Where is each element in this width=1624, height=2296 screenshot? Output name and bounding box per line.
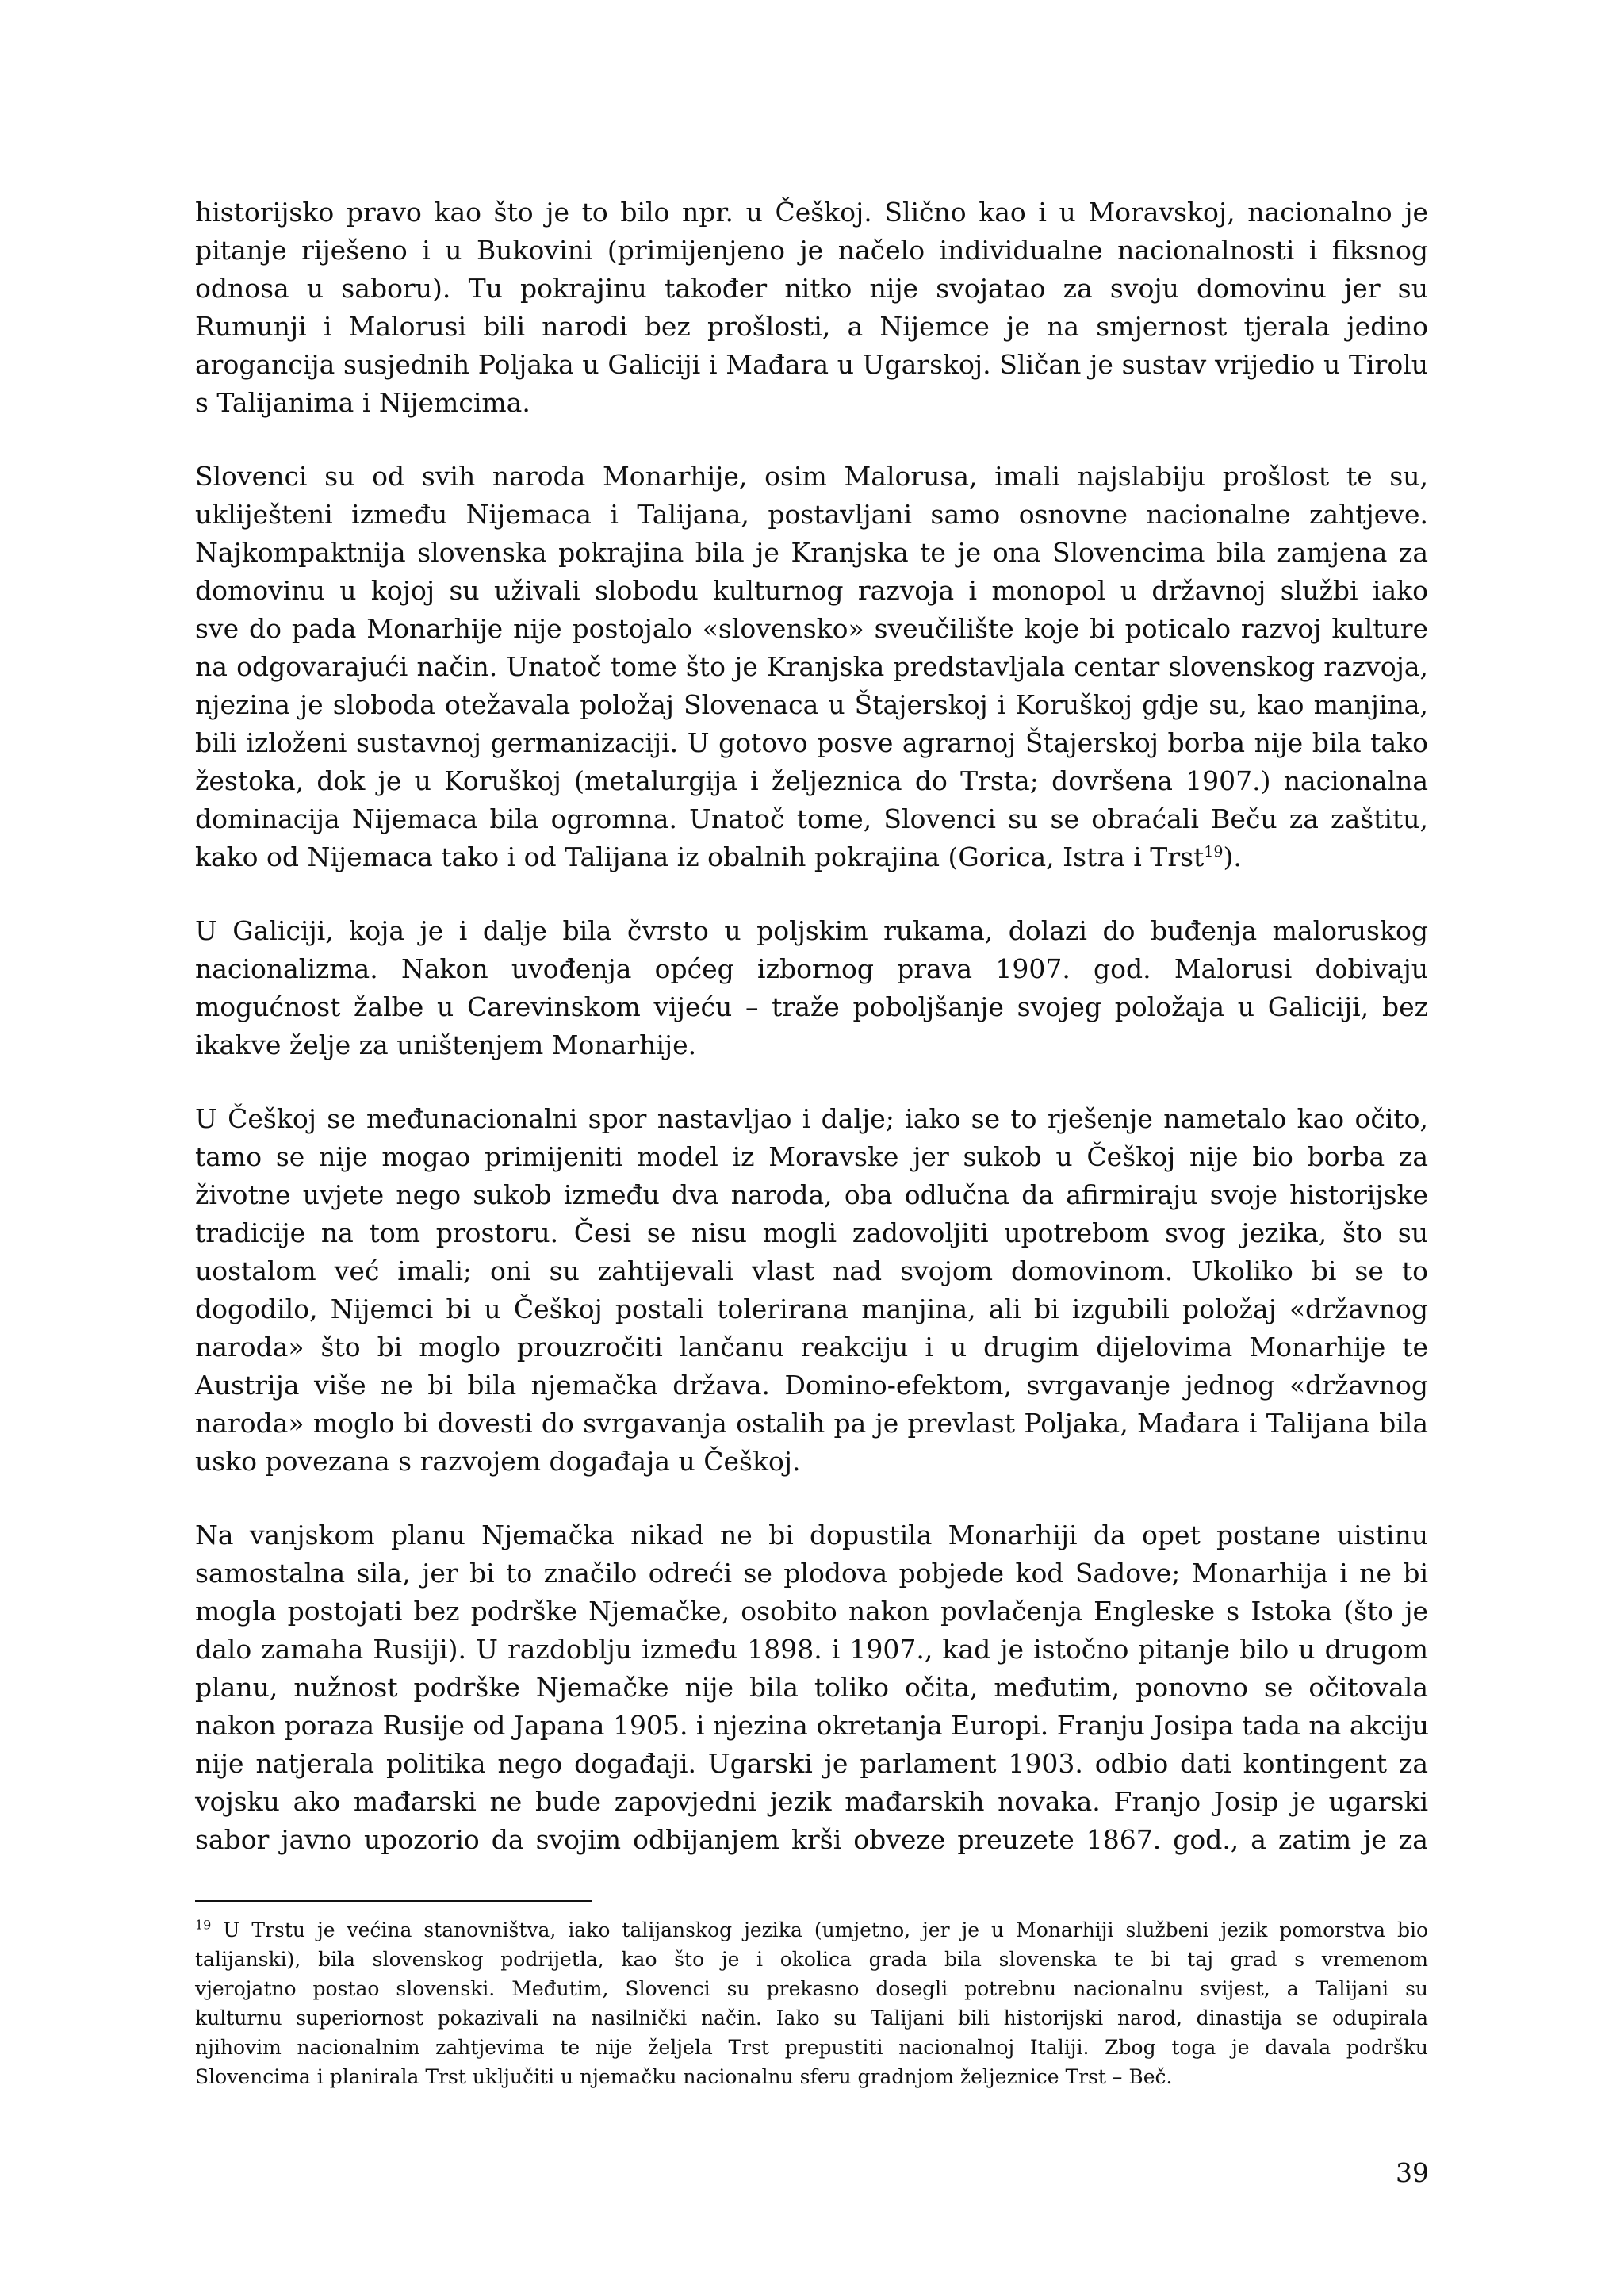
footnote-reference[interactable]: 19 xyxy=(1204,843,1224,861)
text-line: naroda» što bi moglo prouzročiti lančanu reakciju i u drugim dijelovima Monarhije te xyxy=(195,1332,1428,1363)
text-line: ukliješteni između Nijemaca i Talijana, postavljani samo osnovne nacionalne zahtjeve. xyxy=(195,499,1428,530)
text-line: naroda» moglo bi dovesti do svrgavanja ostalih pa je prevlast Poljaka, Mađara i Talijana bila xyxy=(195,1408,1428,1439)
paragraph-5 xyxy=(195,1516,1428,1859)
text-line: sabor javno upozorio da svojim odbijanjem krši obveze preuzete 1867. god., a zatim je za xyxy=(195,1824,1428,1855)
footnote-line: kulturnu superiornost pokazivali na nasilnički način. Iako su Talijani bili historijski narod, dinastija se odupirala xyxy=(195,2007,1428,2030)
text-line: Na vanjskom planu Njemačka nikad ne bi dopustila Monarhiji da opet postane uistinu xyxy=(195,1520,1428,1550)
footnote-line: talijanski), bila slovenskog podrijetla, kao što je i okolica grada bila slovenska te bi taj grad s vremenom xyxy=(195,1948,1428,1971)
text-line: Austrija više ne bi bila njemačka država. Domino-efektom, svrgavanje jednog «državnog xyxy=(195,1370,1428,1401)
text-line: nacionalizma. Nakon uvođenja općeg izbornog prava 1907. god. Malorusi dobivaju xyxy=(195,953,1428,984)
footnote-line: njihovim nacionalnim zahtjevima te nije željela Trst prepustiti nacionalnoj Italiji. Zbog toga je davala podršku xyxy=(195,2036,1428,2059)
footnote-line: Slovencima i planirala Trst uključiti u njemačku nacionalnu sferu gradnjom željeznice Trst – Beč. xyxy=(195,2065,1173,2088)
footnote-line: vjerojatno postao slovenski. Međutim, Slovenci su prekasno dosegli potrebnu nacionalnu svijest, a Talijani su xyxy=(195,1977,1428,2000)
page-number: 39 xyxy=(1396,2157,1429,2188)
text-line: bili izloženi sustavnoj germanizaciji. U gotovo posve agrarnoj Štajerskoj borba nije bila tako xyxy=(195,727,1428,758)
text-line: s Talijanima i Nijemcima. xyxy=(195,387,530,418)
text-line: uostalom već imali; oni su zahtijevali vlast nad svojom domovinom. Ukoliko bi se to xyxy=(195,1255,1428,1286)
text-line: nije natjerala politika nego događaji. Ugarski je parlament 1903. odbio dati kontingent za xyxy=(195,1748,1428,1779)
paragraph-2 xyxy=(195,458,1428,876)
footnote-number: 19 xyxy=(195,1917,212,1933)
paragraph-4 xyxy=(195,1100,1428,1481)
footnote-line-with-number xyxy=(195,1915,1428,1945)
text-line: domovinu u kojoj su uživali slobodu kulturnog razvoja i monopol u državnoj službi iako xyxy=(195,575,1428,606)
text-segment: kako od Nijemaca tako i od Talijana iz obalnih pokrajina (Gorica, Istra i Trst xyxy=(195,841,1205,872)
text-line: Najkompaktnija slovenska pokrajina bila je Kranjska te je ona Slovencima bila zamjena za xyxy=(195,537,1428,568)
text-line: Slovenci su od svih naroda Monarhije, osim Malorusa, imali najslabiju prošlost te su, xyxy=(195,461,1428,492)
text-line: na odgovarajući način. Unatoč tome što je Kranjska predstavljala centar slovenskog razvoja, xyxy=(195,651,1428,682)
text-line: samostalna sila, jer bi to značilo odreći se plodova pobjede kod Sadove; Monarhija i ne bi xyxy=(195,1558,1428,1589)
text-line: životne uvjete nego sukob između dva naroda, oba odlučna da afirmiraju svoje historijske xyxy=(195,1179,1428,1210)
text-line: dominacija Nijemaca bila ogromna. Unatoč tome, Slovenci su se obraćali Beču za zaštitu, xyxy=(195,803,1428,834)
text-line: U Češkoj se međunacionalni spor nastavljao i dalje; iako se to rješenje nametalo kao očito, xyxy=(195,1103,1428,1134)
text-line: odnosa u saboru). Tu pokrajinu također nitko nije svojatao za svoju domovinu jer su xyxy=(195,273,1428,304)
text-line: dalo zamaha Rusiji). U razdoblju između 1898. i 1907., kad je istočno pitanje bilo u drugom xyxy=(195,1634,1428,1665)
text-segment: U Trstu je većina stanovništva, iako talijanskog jezika (umjetno, jer je u Monarhiji službeni jezik pomorstva bio xyxy=(211,1918,1428,1941)
text-line-with-footnote xyxy=(195,838,1428,876)
paragraph-3 xyxy=(195,912,1428,1064)
text-line: U Galiciji, koja je i dalje bila čvrsto u poljskim rukama, dolazi do buđenja maloruskog xyxy=(195,915,1428,946)
text-line: pitanje riješeno i u Bukovini (primijenjeno je načelo individualne nacionalnosti i fiksnog xyxy=(195,235,1428,266)
text-segment: ). xyxy=(1223,841,1242,872)
text-line: usko povezana s razvojem događaja u Češkoj. xyxy=(195,1446,801,1477)
text-line: njezina je sloboda otežavala položaj Slovenaca u Štajerskoj i Koruškoj gdje su, kao manjina, xyxy=(195,689,1428,720)
text-line: mogućnost žalbe u Carevinskom vijeću – traže poboljšanje svojeg položaja u Galiciji, bez xyxy=(195,991,1428,1022)
text-line: planu, nužnost podrške Njemačke nije bila toliko očita, međutim, ponovno se očitovala xyxy=(195,1672,1428,1703)
footnote-divider xyxy=(195,1900,592,1902)
text-line: dogodilo, Nijemci bi u Češkoj postali tolerirana manjina, ali bi izgubili položaj «državnog xyxy=(195,1294,1428,1324)
body-text xyxy=(195,194,1428,1895)
text-line: nakon poraza Rusije od Japana 1905. i njezina okretanja Europi. Franju Josipa tada na akciju xyxy=(195,1710,1430,1741)
paragraph-1 xyxy=(195,194,1428,422)
text-line: vojsku ako mađarski ne bude zapovjedni jezik mađarskih novaka. Franjo Josip je ugarski xyxy=(195,1786,1428,1817)
text-line: sve do pada Monarhije nije postojalo «slovensko» sveučilište koje bi poticalo razvoj kulture xyxy=(195,613,1428,644)
text-line: historijsko pravo kao što je to bilo npr. u Češkoj. Slično kao i u Moravskoj, nacionalno je xyxy=(195,197,1428,228)
text-line: arogancija susjednih Poljaka u Galiciji i Mađara u Ugarskoj. Sličan je sustav vrijedio u Tirolu xyxy=(195,349,1428,380)
text-line: ikakve želje za uništenjem Monarhije. xyxy=(195,1029,697,1060)
footnote-19 xyxy=(195,1915,1428,2091)
text-line: mogla postojati bez podrške Njemačke, osobito nakon povlačenja Engleske s Istoka (što je xyxy=(195,1596,1428,1627)
text-line: tradicije na tom prostoru. Česi se nisu mogli zadovoljiti upotrebom svog jezika, što su xyxy=(195,1217,1428,1248)
text-line: Rumunji i Malorusi bili narodi bez prošlosti, a Nijemce je na smjernost tjerala jedino xyxy=(195,311,1428,342)
text-line: tamo se nije mogao primijeniti model iz Moravske jer sukob u Češkoj nije bio borba za xyxy=(195,1141,1428,1172)
text-line: žestoka, dok je u Koruškoj (metalurgija i željeznica do Trsta; dovršena 1907.) nacionalna xyxy=(195,765,1428,796)
